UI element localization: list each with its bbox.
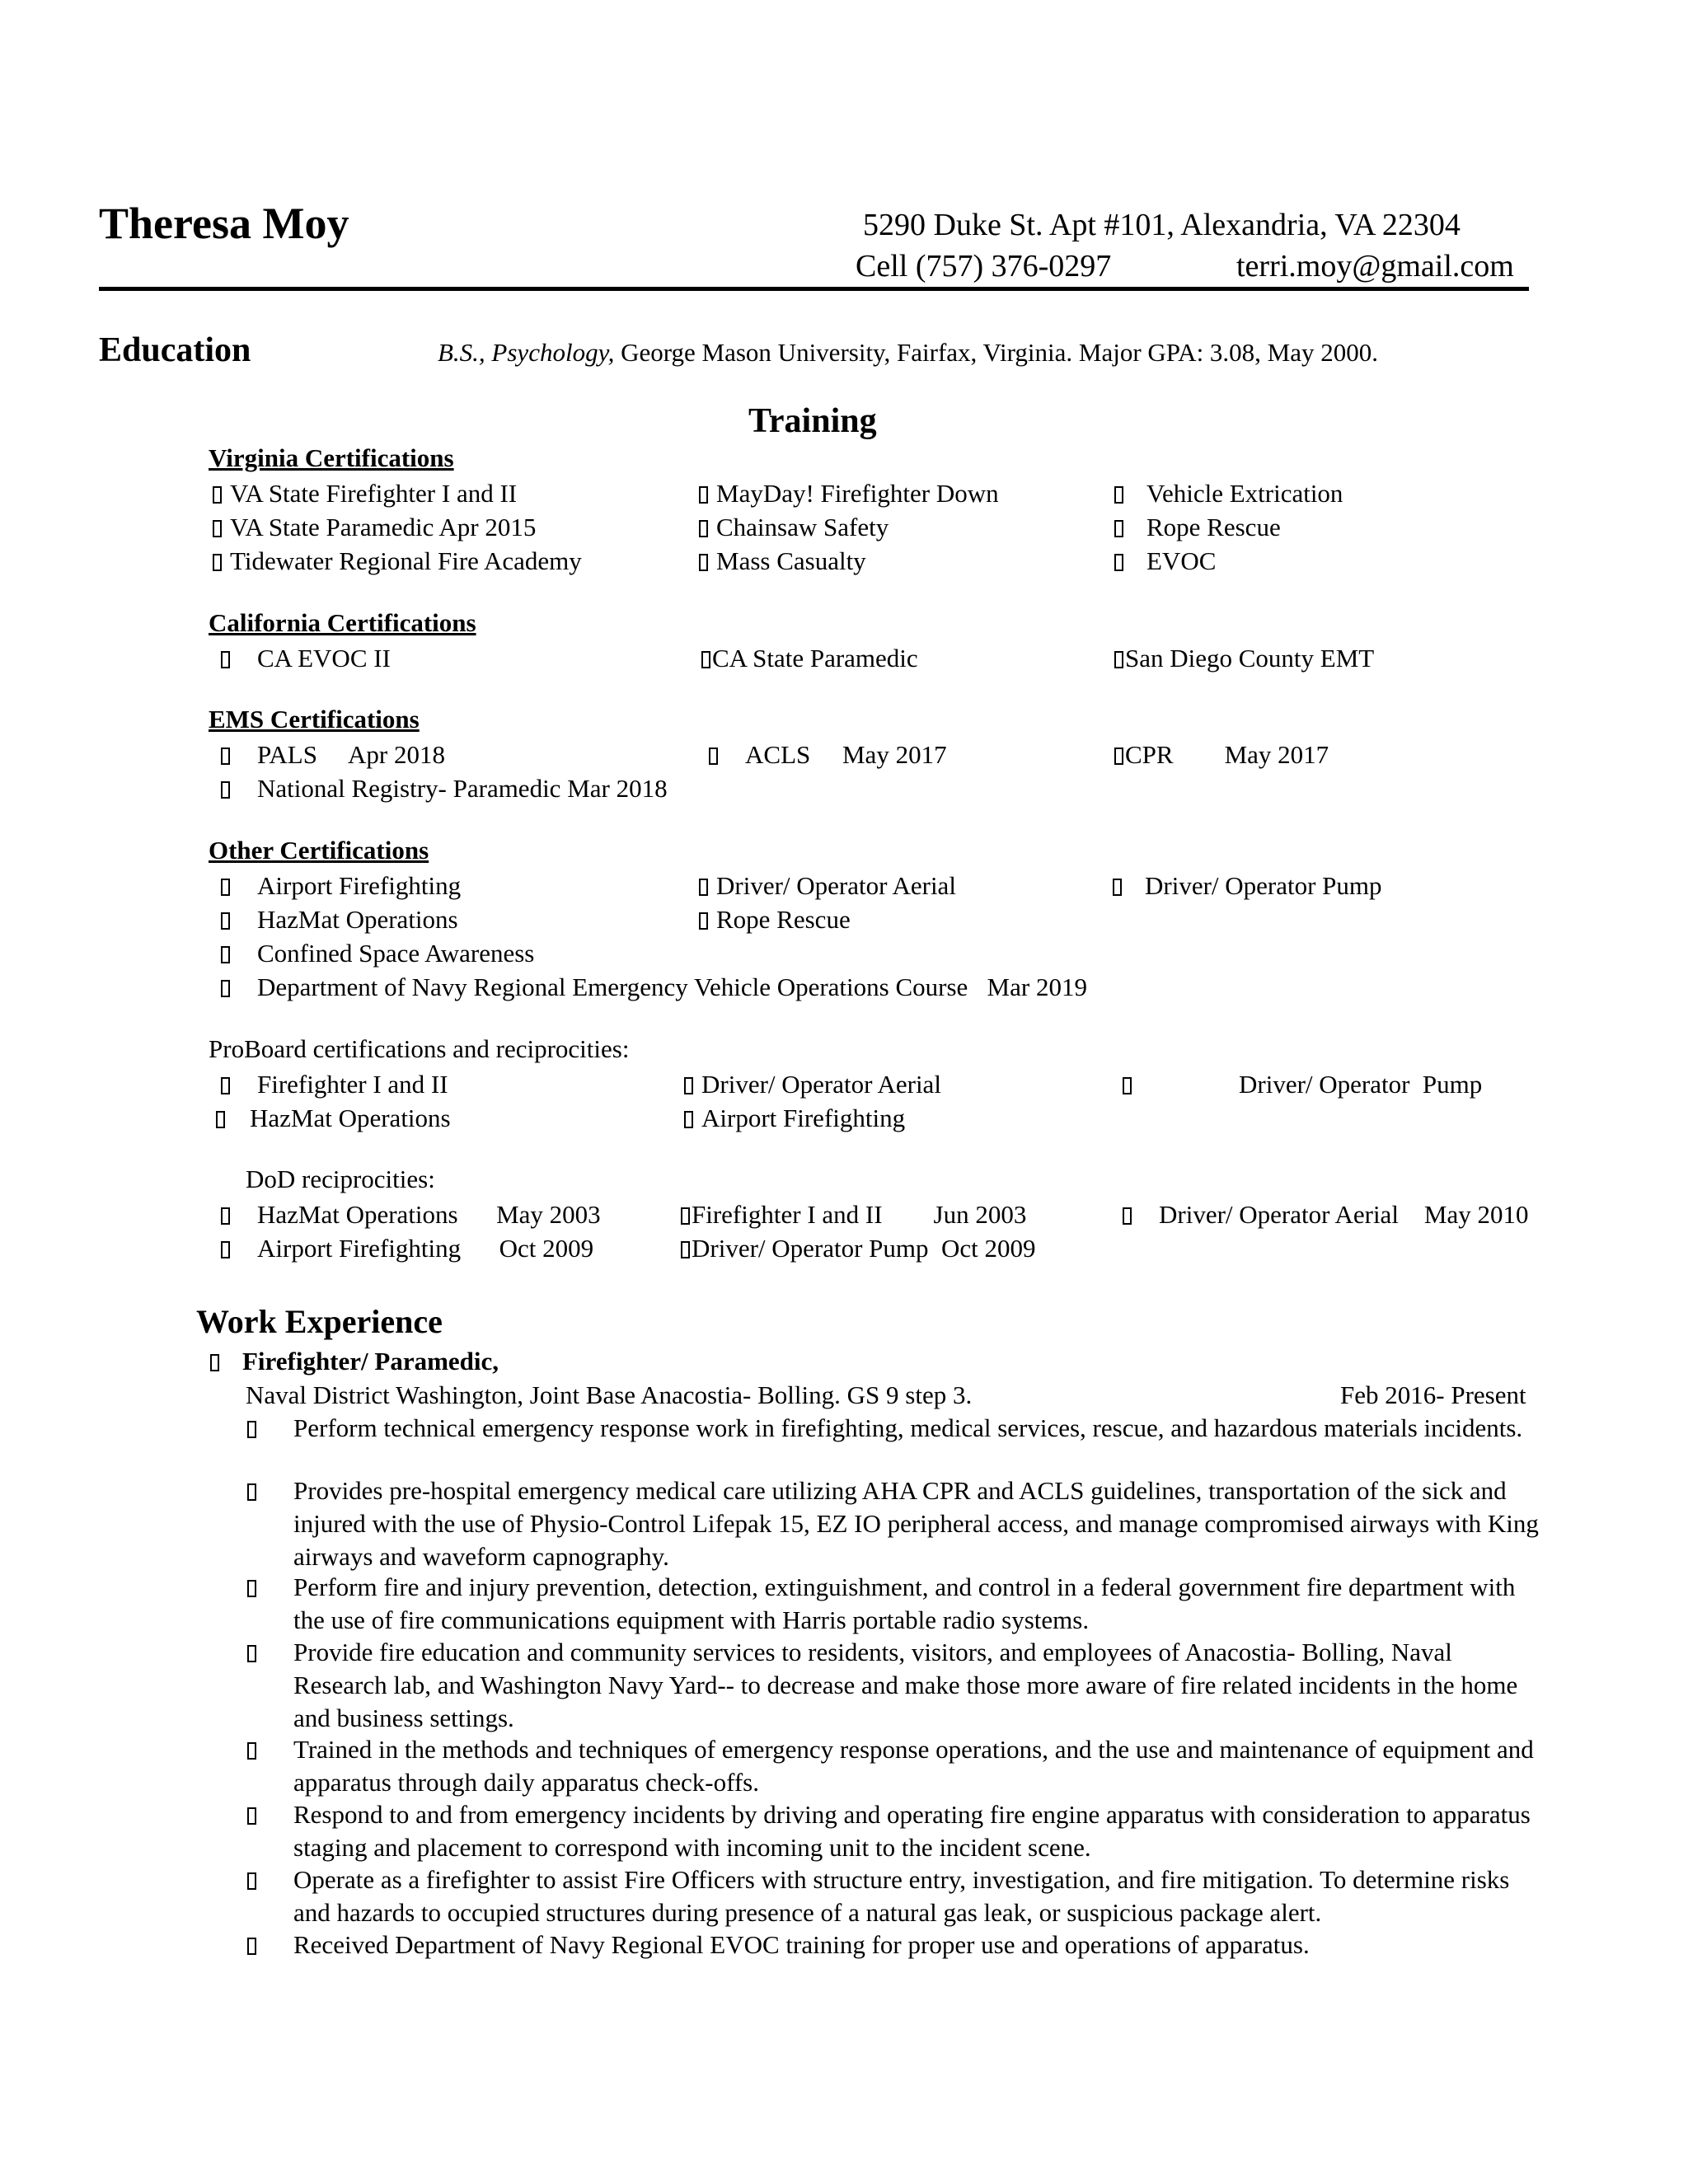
- bullet-icon: [699, 879, 708, 896]
- proboard-heading: ProBoard certifications and reciprocities:: [209, 1034, 630, 1063]
- bullet-icon: [1114, 554, 1123, 571]
- job-dates: Feb 2016- Present: [1340, 1380, 1526, 1409]
- education-heading: Education: [99, 331, 251, 369]
- bullet-icon: [247, 1645, 256, 1662]
- bullet-icon: [221, 912, 230, 930]
- bullet-icon: [247, 1938, 256, 1955]
- bullet-icon: [709, 748, 718, 765]
- candidate-name: Theresa Moy: [99, 199, 349, 248]
- phone: Cell (757) 376-0297: [856, 249, 1112, 284]
- list-item: Driver/ Operator Aerial: [699, 873, 956, 898]
- list-item: PALS Apr 2018: [221, 742, 445, 767]
- list-item: VA State Paramedic Apr 2015: [213, 514, 536, 540]
- list-item: Rope Rescue: [1114, 514, 1281, 540]
- virginia-heading: Virginia Certifications: [209, 443, 454, 472]
- list-item: Driver/ Operator Pump: [1113, 873, 1382, 898]
- list-item: Airport Firefighting Oct 2009: [221, 1235, 593, 1261]
- bullet-icon: [1114, 520, 1123, 537]
- list-item: Firefighter I and II: [221, 1071, 448, 1097]
- list-item: Driver/ Operator Pump Oct 2009: [681, 1235, 1036, 1261]
- list-item: CA EVOC II: [221, 645, 391, 671]
- dod-heading: DoD reciprocities:: [246, 1165, 435, 1193]
- bullet-icon: [221, 946, 230, 963]
- email: terri.moy@gmail.com: [1236, 249, 1514, 284]
- list-item: Rope Rescue: [699, 907, 851, 932]
- bullet-icon: [221, 1077, 230, 1094]
- list-item: Mass Casualty: [699, 548, 866, 574]
- bullet-icon: [684, 1077, 693, 1094]
- bullet-icon: [221, 651, 230, 668]
- bullet-icon: [699, 912, 708, 930]
- list-item: Airport Firefighting: [684, 1105, 905, 1131]
- bullet-icon: [681, 1241, 690, 1258]
- bullet-icon: [210, 1354, 219, 1371]
- bullet-icon: [221, 980, 230, 997]
- bullet-icon: [247, 1872, 256, 1890]
- duty-item: Trained in the methods and techniques of emergency response operations, and the use and maintenance of equipment and apparatus through daily apparatus check-offs.: [293, 1735, 1534, 1797]
- bullet-icon: [221, 748, 230, 765]
- bullet-icon: [216, 1111, 225, 1128]
- duty-item: Received Department of Navy Regional EVOC training for proper use and operations of apparatus.: [293, 1930, 1310, 1959]
- list-item: MayDay! Firefighter Down: [699, 480, 999, 506]
- list-item: Firefighter I and II Jun 2003: [681, 1202, 1026, 1227]
- bullet-icon: [221, 1207, 230, 1225]
- job-title: Firefighter/ Paramedic,: [210, 1348, 499, 1374]
- list-item: Chainsaw Safety: [699, 514, 889, 540]
- list-item: CA State Paramedic: [701, 645, 918, 671]
- ems-heading: EMS Certifications: [209, 705, 420, 733]
- list-item: National Registry- Paramedic Mar 2018: [221, 776, 668, 801]
- list-item: Driver/ Operator Aerial May 2010: [1123, 1202, 1529, 1227]
- job-organization: Naval District Washington, Joint Base Anacostia- Bolling. GS 9 step 3.: [246, 1380, 973, 1409]
- school-details: George Mason University, Fairfax, Virginia. Major GPA: 3.08, May 2000.: [614, 338, 1378, 367]
- duty-item: Perform fire and injury prevention, detection, extinguishment, and control in a federal government fire department with the use of fire communications equipment with Harris portable radio systems.: [293, 1572, 1516, 1634]
- duty-item: Perform technical emergency response work in firefighting, medical services, rescue, and hazardous materials incidents.: [293, 1413, 1523, 1442]
- list-item: CPR May 2017: [1114, 742, 1329, 767]
- list-item: HazMat Operations: [216, 1105, 451, 1131]
- bullet-icon: [247, 1483, 256, 1501]
- bullet-icon: [1114, 486, 1123, 504]
- bullet-icon: [213, 486, 222, 504]
- list-item: Driver/ Operator Pump: [1123, 1071, 1482, 1097]
- bullet-icon: [247, 1807, 256, 1825]
- other-heading: Other Certifications: [209, 836, 429, 865]
- list-item: Vehicle Extrication: [1114, 480, 1343, 506]
- bullet-icon: [221, 879, 230, 896]
- list-item: Department of Navy Regional Emergency Vehicle Operations Course Mar 2019: [221, 974, 1087, 1000]
- list-item: Confined Space Awareness: [221, 940, 534, 966]
- list-item: EVOC: [1114, 548, 1216, 574]
- bullet-icon: [1114, 651, 1123, 668]
- bullet-icon: [701, 651, 710, 668]
- duty-item: Operate as a firefighter to assist Fire Officers with structure entry, investigation, and fire mitigation. To determine risks and hazards to occupied structures during presence of a natural gas leak, or suspicious package alert.: [293, 1865, 1510, 1927]
- bullet-icon: [1123, 1207, 1132, 1225]
- bullet-icon: [213, 520, 222, 537]
- list-item: HazMat Operations May 2003: [221, 1202, 601, 1227]
- bullet-icon: [213, 554, 222, 571]
- bullet-icon: [247, 1580, 256, 1597]
- bullet-icon: [221, 781, 230, 799]
- list-item: Airport Firefighting: [221, 873, 461, 898]
- bullet-icon: [1123, 1077, 1132, 1094]
- degree: B.S., Psychology,: [438, 338, 615, 367]
- address: 5290 Duke St. Apt #101, Alexandria, VA 22304: [863, 208, 1461, 242]
- bullet-icon: [1114, 748, 1123, 765]
- bullet-icon: [1113, 879, 1122, 896]
- bullet-icon: [681, 1207, 690, 1225]
- header-divider: [99, 287, 1529, 291]
- list-item: HazMat Operations: [221, 907, 458, 932]
- work-experience-heading: Work Experience: [196, 1303, 443, 1340]
- bullet-icon: [221, 1241, 230, 1258]
- training-heading: Training: [748, 402, 877, 440]
- bullet-icon: [699, 554, 708, 571]
- duty-item: Respond to and from emergency incidents by driving and operating fire engine apparatus with consideration to apparatus staging and placement to correspond with incoming unit to the incident scene.: [293, 1800, 1531, 1862]
- bullet-icon: [699, 520, 708, 537]
- education-details: [438, 340, 1378, 365]
- bullet-icon: [247, 1421, 256, 1438]
- bullet-icon: [684, 1111, 693, 1128]
- bullet-icon: [247, 1742, 256, 1760]
- list-item: Tidewater Regional Fire Academy: [213, 548, 582, 574]
- california-heading: California Certifications: [209, 608, 476, 637]
- list-item: Driver/ Operator Aerial: [684, 1071, 941, 1097]
- list-item: San Diego County EMT: [1114, 645, 1374, 671]
- bullet-icon: [699, 486, 708, 504]
- duty-item: Provide fire education and community services to residents, visitors, and employees of Anacostia- Bolling, Naval Research lab, and Washington Navy Yard-- to decrease and make those more aware of fire related incidents in the home and business settings.: [293, 1638, 1518, 1732]
- duty-item: Provides pre-hospital emergency medical care utilizing AHA CPR and ACLS guidelines, transportation of the sick and injured with the use of Physio-Control Lifepak 15, EZ IO peripheral access, and manage compromised airways with King airways and waveform capnography.: [293, 1476, 1539, 1571]
- list-item: VA State Firefighter I and II: [213, 480, 517, 506]
- list-item: ACLS May 2017: [709, 742, 947, 767]
